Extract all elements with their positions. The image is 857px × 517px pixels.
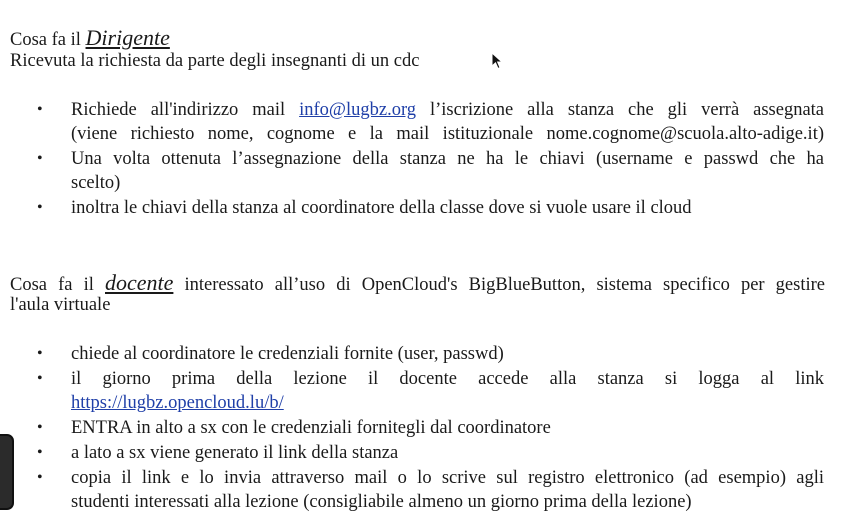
- bullet: •: [37, 199, 43, 216]
- section1-heading: [10, 25, 170, 51]
- section1-heading-prefix: Cosa fa il: [10, 30, 86, 50]
- list-item-cont: [71, 393, 824, 414]
- list-item-cont: scelto): [71, 173, 121, 193]
- bullet: •: [37, 370, 43, 387]
- list-item: Una volta ottenuta l’assegnazione della stanza ne ha le chiavi (username e passwd che ha: [71, 149, 824, 169]
- list-item: inoltra le chiavi della stanza al coordinatore della classe dove si vuole usare il cloud: [71, 198, 692, 218]
- list-item: ENTRA in alto a sx con le credenziali fornitegli dal coordinatore: [71, 418, 551, 438]
- email-link[interactable]: info@lugbz.org: [299, 100, 417, 120]
- list-item: a lato a sx viene generato il link della stanza: [71, 443, 399, 463]
- bullet: •: [37, 150, 43, 167]
- bullet: •: [37, 469, 43, 486]
- list-item: copia il link e lo invia attraverso mail o lo scrive sul registro elettronico (ad esempio) agli: [71, 468, 824, 488]
- list-item-cont: (viene richiesto nome, cognome e la mail istituzionale nome.cognome@scuola.alto-adige.it): [71, 124, 824, 144]
- bullet: •: [37, 444, 43, 461]
- section2-role: docente: [105, 270, 174, 295]
- list-item: Richiede all'indirizzo mail info@lugbz.org l’iscrizione alla stanza che gli verrà assegnata: [71, 100, 825, 120]
- bullet: •: [37, 345, 43, 362]
- opencloud-link[interactable]: https://lugbz.opencloud.lu/b/: [71, 393, 284, 413]
- bullet: •: [37, 419, 43, 436]
- section1-subtitle: Ricevuta la richiesta da parte degli insegnanti di un cdc: [10, 51, 420, 71]
- mouse-cursor-icon: [491, 52, 503, 70]
- list-item-cont: studenti interessati alla lezione (consigliabile almeno un giorno prima della lezione): [71, 492, 692, 512]
- side-panel-handle[interactable]: [0, 434, 14, 510]
- section2-heading-rest: interessato all’uso di OpenCloud's BigBlueButton, sistema specifico per gestire: [173, 275, 825, 295]
- section2-heading-prefix: Cosa fa il: [10, 275, 105, 295]
- section2-heading-cont: l'aula virtuale: [10, 295, 111, 315]
- bullet: •: [37, 101, 43, 118]
- list-item: chiede al coordinatore le credenziali fornite (user, passwd): [71, 344, 504, 364]
- section1-role: Dirigente: [85, 25, 170, 50]
- section2-heading: [10, 270, 825, 296]
- list-item: il giorno prima della lezione il docente accede alla stanza si logga al link: [71, 369, 824, 389]
